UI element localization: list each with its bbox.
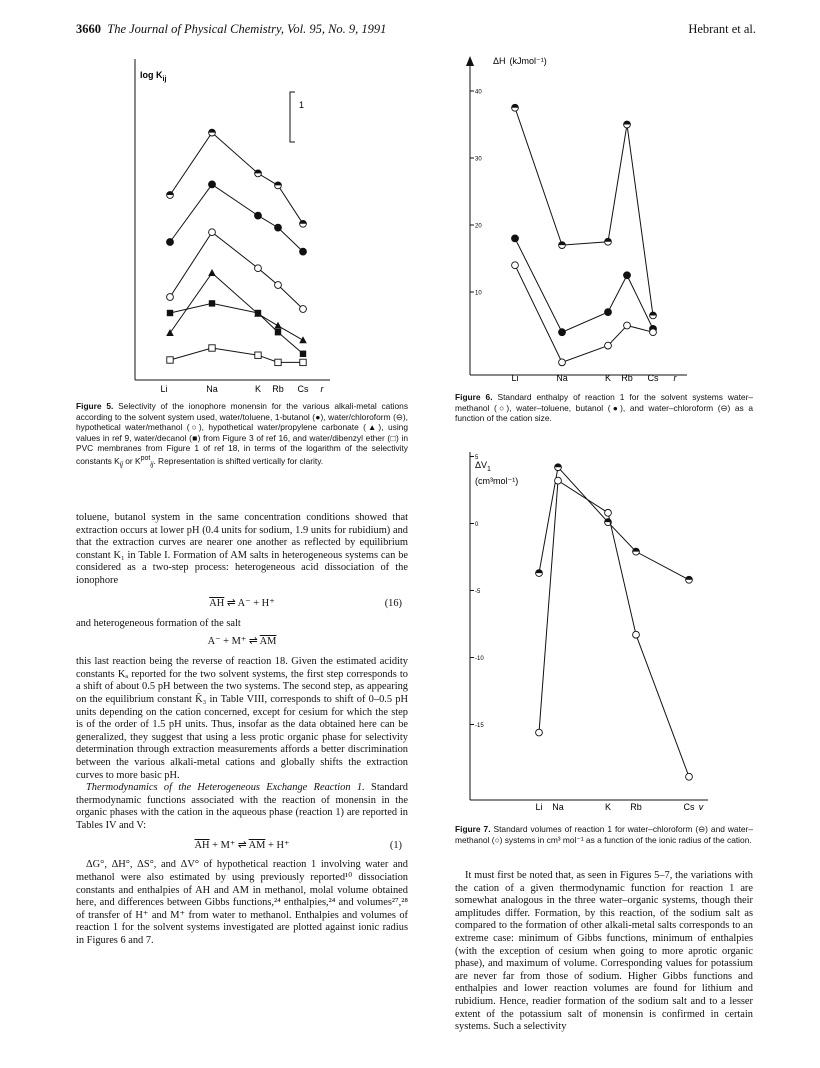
fig5-series-2-point-1 xyxy=(167,239,174,246)
fig7-series-2-point-4 xyxy=(633,631,640,638)
fig7-xtick-cs: Cs xyxy=(683,802,695,812)
fig5-series-1-line xyxy=(170,133,303,224)
fig5-series-6-point-4 xyxy=(275,359,281,365)
fig6-series-group xyxy=(512,104,657,365)
fig5-series-2-point-4 xyxy=(275,224,282,231)
paragraph: toluene, butanol system in the same concentration conditions showed that extraction occurs at lower pH (0.4 units for sodium, 1.9 units for rubidium) and that the extraction curves are nearer one another as reflected by equilibrium constant K₁ in Table I. Formation of AM salts in heterogeneous systems can be considered as a two-step process: heterogeneous acid dissociation of the ionophore xyxy=(76,512,408,586)
fig5-xtick-cs: Cs xyxy=(297,384,309,394)
fig6-series-1-point-2 xyxy=(559,242,566,249)
fig6-series-2-point-4 xyxy=(624,272,631,279)
fig5-series-6-point-2 xyxy=(209,345,215,351)
fig5-series-1-point-3 xyxy=(255,170,262,177)
fig7-series-group xyxy=(536,464,693,780)
fig5-series-1-point-5 xyxy=(300,220,307,227)
fig6-series-3-point-3 xyxy=(605,342,612,349)
figure-7-caption: Figure 7. Standard volumes of reaction 1 for water–chloroform (⊖) and water–methanol (○) systems in cm³ mol⁻¹ as a function of the ionic radius of the cation. xyxy=(455,824,754,845)
fig5-series-1-point-1 xyxy=(167,192,174,199)
fig5-series-1-point-2 xyxy=(209,129,216,136)
fig7-series-1-line xyxy=(539,467,689,580)
fig5-series-6-point-5 xyxy=(300,359,306,365)
fig5-series-group xyxy=(166,129,307,365)
fig5-series-4-line xyxy=(170,273,303,340)
fig7-series-2-point-1 xyxy=(536,729,543,736)
fig7-yunit: (cm³mol⁻¹) xyxy=(475,476,519,486)
fig6-series-3-point-1 xyxy=(512,262,519,269)
fig7-xtick-rb: Rb xyxy=(630,802,642,812)
fig5-series-5-point-4 xyxy=(275,329,281,335)
fig5-series-3-point-5 xyxy=(300,306,307,313)
section-paragraph: Thermodynamics of the Heterogeneous Exchange Reaction 1. Standard thermodynamic functions associated with the reaction of monensin in the organic phases with the cation in the aqueous phase (reaction 1) are reported in Tables IV and V: xyxy=(76,782,408,831)
fig5-series-6-line xyxy=(170,348,303,362)
fig6-series-2-line xyxy=(515,238,653,332)
equation-salt: A⁻ + M⁺ ⇌ $\overline{AM}$ xyxy=(207,636,277,648)
page-number: 3660 xyxy=(76,22,101,36)
fig5-ylabel: $\log K_{ij}$ xyxy=(140,70,167,83)
fig5-series-4-point-5 xyxy=(299,336,307,343)
fig6-xtick-k: K xyxy=(604,373,612,383)
figure-5-caption: Figure 5. Selectivity of the ionophore monensin for the various alkali-metal cations according to the solvent system used, water/toluene, 1-butanol (●), water/chloroform (⊖), hypothetical water/methanol (○), hypothetical water/propylene carbonate (▲), using values in ref 9, water/decanol (■) from Figure 3 of ref 16, and water/dibenzyl ether (□) in PVC membranes from Figure 1 of ref 18, in terms of the logarithm of the selectivity constants $K_{ij}$ or $K^{pot}_{ij}$. Representation is shifted vertically for clarity. xyxy=(76,401,409,468)
fig5-series-2-point-3 xyxy=(255,212,262,219)
fig6-xtick-r: r xyxy=(673,373,677,383)
equation-16: $\overline{AH}$ ⇌ A⁻ + H⁺ (16) xyxy=(209,597,402,609)
section-title: Thermodynamics of the Heterogeneous Exchange Reaction 1. xyxy=(86,782,365,794)
fig5-series-2-point-2 xyxy=(209,181,216,188)
fig6-series-1-point-3 xyxy=(605,238,612,245)
fig6-series-1-line xyxy=(515,108,653,316)
fig7-series-2-point-2 xyxy=(555,477,562,484)
fig7-ytick-label: -10 xyxy=(475,656,484,662)
fig6-series-1-point-5 xyxy=(650,312,657,319)
fig6-ytick-label: 10 xyxy=(475,290,482,297)
fig5-series-3-point-4 xyxy=(275,282,282,289)
fig6-series-1-point-4 xyxy=(624,121,631,128)
fig6-ytick-label: 20 xyxy=(475,223,482,230)
fig6-series-2-point-2 xyxy=(559,329,566,336)
fig6-ylabel: ΔH (kJmol⁻¹) xyxy=(493,56,547,66)
fig5-xtick-li: Li xyxy=(160,384,168,394)
figure-5-plot xyxy=(120,55,350,400)
fig5-scale-bar xyxy=(290,92,295,142)
fig5-series-3-line xyxy=(170,232,303,309)
fig5-xtick-rb: Rb xyxy=(272,384,284,394)
fig7-series-1-point-5 xyxy=(686,576,693,583)
fig7-ytick-label: -15 xyxy=(475,723,484,729)
fig5-series-1-point-4 xyxy=(275,182,282,189)
paragraph: It must first be noted that, as seen in Figures 5–7, the variations with the cation of a given thermodynamic function for reaction 1 are somewhat analogous in the three water–organic systems, though their amplitudes differ. Formation, by this reaction, of the sodium salt as compared to the formation of other alkali-metal salts corresponds to an extreme case: minimum of Gibbs functions, minimum of enthalpies (with the exception of cesium when going to more aprotic organic phase), and maximum of volume. Corresponding values for potassium are never far from those of sodium. Higher Gibbs functions and enthalpies and lower reaction volumes are found for lithium and rubidium. Hence, readier formation of the sodium salt and to a lesser extent of the potassium salt of monensin is confirmed in certain systems. Such a selectivity xyxy=(455,870,753,1033)
fig6-series-3-point-4 xyxy=(624,322,631,329)
fig6-xtick-cs: Cs xyxy=(647,373,659,383)
fig6-xtick-na: Na xyxy=(556,373,568,383)
fig5-xtick-k: K xyxy=(254,384,262,394)
fig5-series-3-point-3 xyxy=(255,265,262,272)
fig5-scale-label: 1 xyxy=(299,100,305,110)
fig7-series-1-point-1 xyxy=(536,570,543,577)
figure-6-plot xyxy=(455,50,700,385)
fig6-series-3-point-5 xyxy=(650,329,657,336)
fig6-series-1-point-1 xyxy=(512,104,519,111)
fig6-series-3-point-2 xyxy=(559,359,566,366)
fig6-ytick-label: 30 xyxy=(475,156,482,163)
left-column-text xyxy=(76,512,408,948)
fig5-series-5-point-1 xyxy=(167,310,173,316)
fig6-y-axis-arrow xyxy=(466,56,474,66)
fig7-ytick-label: -5 xyxy=(475,589,481,595)
paragraph: this last reaction being the reverse of reaction 18. Given the estimated acidity constants Kₐ reported for the two solvent systems, the first step corresponds to a shift of about 0.5 pH between the two systems. The second step, as appearing on the equilibrium constant K̄₃ in Table VIII, corresponds to shift of 0–0.5 pH units depending on the cation concerned, except for cesium for which the step is of the order of 1.5 pH units. Thus, insofar as the data obtained here can be generalized, they suggest that using a less protic organic phase for selectivity determination through extraction measurements affords a better discrimination between the various alkali-metal cations and globally shifts the extraction curves to more basic pH. xyxy=(76,656,408,781)
fig7-series-1-point-4 xyxy=(633,548,640,555)
fig6-y-ticks xyxy=(470,90,482,297)
fig6-xtick-rb: Rb xyxy=(621,373,633,383)
fig7-xtick-k: K xyxy=(604,802,612,812)
figure-7-plot xyxy=(455,448,715,820)
fig5-xtick-r: r xyxy=(320,384,324,394)
right-column-text xyxy=(455,870,753,1034)
fig6-series-2-point-1 xyxy=(512,235,519,242)
fig7-ylabel: $\Delta V_1$ xyxy=(475,460,491,473)
equation-1: $\overline{AH} + M^+$ ⇌ $\overline{AM} + H^+$ (1) xyxy=(194,840,402,852)
fig5-series-3-point-2 xyxy=(209,229,216,236)
fig5-series-6-point-3 xyxy=(255,352,261,358)
fig7-series-2-line xyxy=(539,481,689,777)
fig5-series-4-point-4 xyxy=(274,322,282,329)
paragraph: ΔG°, ΔH°, ΔS°, and ΔV° of hypothetical reaction 1 involving water and methanol were also estimated by using previously reported¹⁰ dissociation constants and enthalpies of AH and AM in methanol, molal volume obtained here, and differences between Gibbs functions,²⁴ enthalpies,²⁴ and volumes²⁷,²⁸ of transfer of H⁺ and M⁺ from water to methanol. Enthalpies and volumes of reaction 1 for the solvent systems investigated are plotted against ionic radius in Figures 6 and 7. xyxy=(76,859,408,947)
fig6-series-2-point-3 xyxy=(605,309,612,316)
journal-citation: The Journal of Physical Chemistry, Vol. 95, No. 9, 1991 xyxy=(107,22,387,36)
fig7-series-1-point-2 xyxy=(555,464,562,471)
fig7-ytick-label: 0 xyxy=(475,522,479,528)
fig5-series-3-point-1 xyxy=(167,294,174,301)
fig7-xtick-li: Li xyxy=(535,802,543,812)
fig5-series-5-point-3 xyxy=(255,310,261,316)
figure-6-caption: Figure 6. Standard enthalpy of reaction 1 for the solvent systems water–methanol (○), water–toluene, butanol (●), and water–chloroform (⊖) as a function of the cation size. xyxy=(455,392,754,423)
fig5-series-5-point-2 xyxy=(209,300,215,306)
fig7-y-ticks xyxy=(470,455,484,729)
fig7-series-2-point-3 xyxy=(605,509,612,516)
fig5-series-6-point-1 xyxy=(167,357,173,363)
fig5-series-2-line xyxy=(170,184,303,251)
fig7-xtick-na: Na xyxy=(552,802,564,812)
fig7-ytick-label: 5 xyxy=(475,455,479,461)
author-header: Hebrant et al. xyxy=(688,22,756,36)
fig6-xtick-li: Li xyxy=(511,373,519,383)
fig5-xtick-na: Na xyxy=(206,384,218,394)
fig5-series-5-point-5 xyxy=(300,351,306,357)
paragraph: and heterogeneous formation of the salt xyxy=(76,617,241,629)
fig7-series-2-point-5 xyxy=(686,773,693,780)
fig7-xtick-v: v xyxy=(698,802,704,812)
fig6-ytick-label: 40 xyxy=(475,89,482,96)
fig5-series-4-point-2 xyxy=(208,269,216,276)
running-header xyxy=(76,22,386,37)
fig5-series-2-point-5 xyxy=(300,248,307,255)
